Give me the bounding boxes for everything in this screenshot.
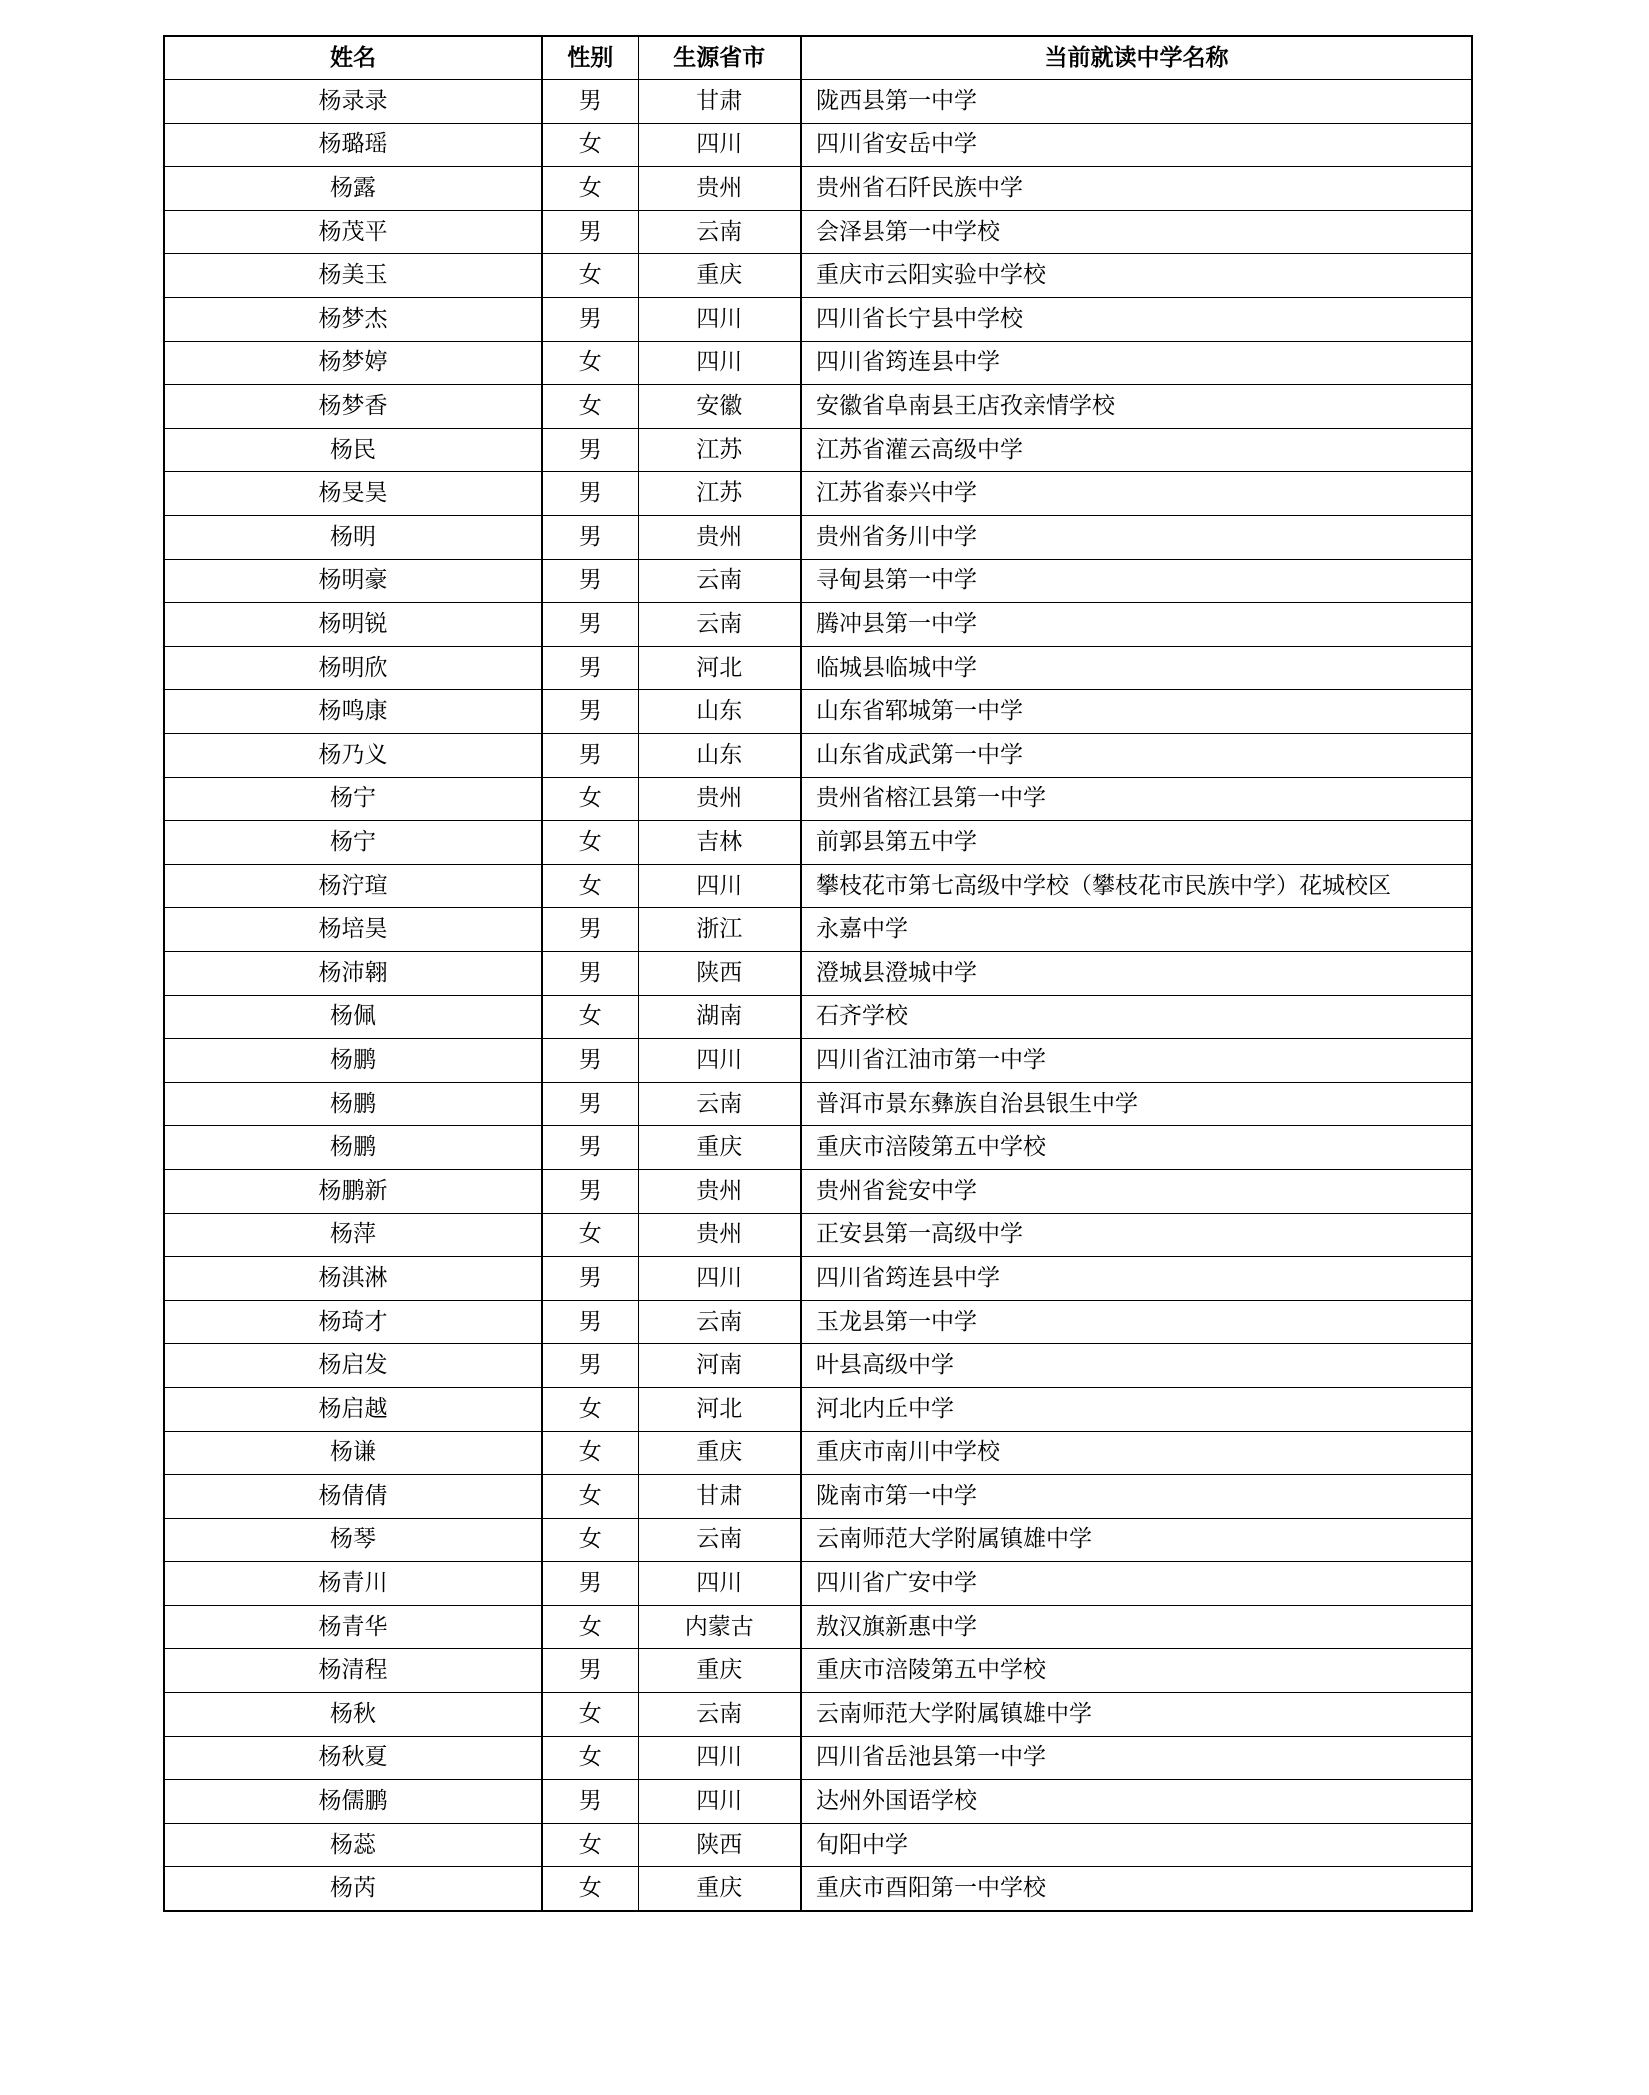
cell-name: 杨鹏: [164, 1082, 542, 1126]
cell-school: 山东省成武第一中学: [801, 734, 1472, 778]
cell-name: 杨启越: [164, 1387, 542, 1431]
cell-gender: 女: [542, 1605, 638, 1649]
cell-school: 四川省长宁县中学校: [801, 298, 1472, 342]
cell-school: 前郭县第五中学: [801, 821, 1472, 865]
table-row: [164, 1823, 1472, 1867]
cell-province: 云南: [638, 559, 801, 603]
table-row: [164, 908, 1472, 952]
table-row: [164, 1562, 1472, 1606]
table-row: [164, 210, 1472, 254]
cell-province: 四川: [638, 341, 801, 385]
cell-province: 河南: [638, 1344, 801, 1388]
table-row: [164, 864, 1472, 908]
cell-gender: 男: [542, 80, 638, 124]
cell-name: 杨旻昊: [164, 472, 542, 516]
cell-province: 湖南: [638, 995, 801, 1039]
table-row: [164, 298, 1472, 342]
cell-school: 玉龙县第一中学: [801, 1300, 1472, 1344]
cell-province: 四川: [638, 1736, 801, 1780]
cell-gender: 女: [542, 1823, 638, 1867]
cell-province: 云南: [638, 1300, 801, 1344]
cell-school: 腾冲县第一中学: [801, 603, 1472, 647]
cell-province: 重庆: [638, 1126, 801, 1170]
cell-name: 杨录录: [164, 80, 542, 124]
cell-gender: 男: [542, 210, 638, 254]
cell-province: 安徽: [638, 385, 801, 429]
cell-school: 寻甸县第一中学: [801, 559, 1472, 603]
cell-province: 云南: [638, 603, 801, 647]
cell-school: 重庆市南川中学校: [801, 1431, 1472, 1475]
cell-school: 达州外国语学校: [801, 1780, 1472, 1824]
cell-name: 杨佩: [164, 995, 542, 1039]
cell-school: 四川省岳池县第一中学: [801, 1736, 1472, 1780]
cell-province: 四川: [638, 1562, 801, 1606]
cell-name: 杨萍: [164, 1213, 542, 1257]
table-row: [164, 1082, 1472, 1126]
cell-name: 杨儒鹏: [164, 1780, 542, 1824]
cell-gender: 男: [542, 1082, 638, 1126]
cell-name: 杨倩倩: [164, 1475, 542, 1519]
table-row: [164, 646, 1472, 690]
cell-school: 重庆市涪陵第五中学校: [801, 1649, 1472, 1693]
cell-gender: 女: [542, 167, 638, 211]
cell-school: 会泽县第一中学校: [801, 210, 1472, 254]
cell-province: 四川: [638, 1780, 801, 1824]
cell-gender: 女: [542, 864, 638, 908]
table-body: [164, 80, 1472, 1911]
cell-name: 杨梦香: [164, 385, 542, 429]
cell-name: 杨乃义: [164, 734, 542, 778]
cell-school: 贵州省石阡民族中学: [801, 167, 1472, 211]
cell-gender: 女: [542, 123, 638, 167]
cell-school: 山东省郓城第一中学: [801, 690, 1472, 734]
cell-school: 安徽省阜南县王店孜亲情学校: [801, 385, 1472, 429]
cell-school: 旬阳中学: [801, 1823, 1472, 1867]
cell-gender: 女: [542, 995, 638, 1039]
cell-school: 重庆市云阳实验中学校: [801, 254, 1472, 298]
table-row: [164, 1431, 1472, 1475]
cell-province: 贵州: [638, 167, 801, 211]
cell-province: 陕西: [638, 951, 801, 995]
cell-province: 重庆: [638, 254, 801, 298]
table-row: [164, 341, 1472, 385]
header-gender: 性别: [542, 36, 638, 80]
cell-name: 杨秋: [164, 1693, 542, 1737]
table-row: [164, 951, 1472, 995]
cell-name: 杨淇淋: [164, 1257, 542, 1301]
cell-name: 杨鹏: [164, 1039, 542, 1083]
cell-gender: 女: [542, 1213, 638, 1257]
cell-name: 杨鹏: [164, 1126, 542, 1170]
cell-gender: 女: [542, 341, 638, 385]
cell-gender: 女: [542, 1518, 638, 1562]
cell-gender: 女: [542, 254, 638, 298]
cell-school: 陇南市第一中学: [801, 1475, 1472, 1519]
cell-gender: 女: [542, 1475, 638, 1519]
cell-province: 重庆: [638, 1867, 801, 1911]
cell-gender: 女: [542, 1387, 638, 1431]
table-row: [164, 603, 1472, 647]
cell-school: 四川省筠连县中学: [801, 341, 1472, 385]
cell-province: 吉林: [638, 821, 801, 865]
cell-province: 贵州: [638, 516, 801, 560]
table-row: [164, 472, 1472, 516]
cell-name: 杨茂平: [164, 210, 542, 254]
table-row: [164, 80, 1472, 124]
table-row: [164, 167, 1472, 211]
cell-name: 杨明豪: [164, 559, 542, 603]
cell-gender: 男: [542, 559, 638, 603]
cell-province: 江苏: [638, 472, 801, 516]
cell-name: 杨秋夏: [164, 1736, 542, 1780]
cell-school: 江苏省泰兴中学: [801, 472, 1472, 516]
cell-gender: 男: [542, 516, 638, 560]
header-name: 姓名: [164, 36, 542, 80]
cell-school: 江苏省灌云高级中学: [801, 428, 1472, 472]
cell-gender: 男: [542, 298, 638, 342]
cell-gender: 男: [542, 690, 638, 734]
cell-school: 永嘉中学: [801, 908, 1472, 952]
cell-gender: 男: [542, 951, 638, 995]
cell-gender: 男: [542, 1169, 638, 1213]
cell-province: 甘肃: [638, 80, 801, 124]
cell-name: 杨沛翱: [164, 951, 542, 995]
table-row: [164, 1867, 1472, 1911]
cell-name: 杨宁: [164, 777, 542, 821]
cell-name: 杨梦婷: [164, 341, 542, 385]
student-roster-table: [163, 35, 1473, 1912]
table-row: [164, 1780, 1472, 1824]
cell-province: 河北: [638, 646, 801, 690]
cell-gender: 女: [542, 1693, 638, 1737]
cell-school: 云南师范大学附属镇雄中学: [801, 1518, 1472, 1562]
cell-name: 杨鸣康: [164, 690, 542, 734]
cell-school: 四川省江油市第一中学: [801, 1039, 1472, 1083]
cell-school: 贵州省榕江县第一中学: [801, 777, 1472, 821]
cell-gender: 女: [542, 1736, 638, 1780]
cell-name: 杨启发: [164, 1344, 542, 1388]
cell-school: 贵州省瓮安中学: [801, 1169, 1472, 1213]
cell-name: 杨明锐: [164, 603, 542, 647]
cell-school: 河北内丘中学: [801, 1387, 1472, 1431]
cell-gender: 女: [542, 1431, 638, 1475]
cell-province: 甘肃: [638, 1475, 801, 1519]
table-row: [164, 821, 1472, 865]
table-row: [164, 1518, 1472, 1562]
cell-name: 杨宁: [164, 821, 542, 865]
cell-school: 四川省安岳中学: [801, 123, 1472, 167]
cell-school: 贵州省务川中学: [801, 516, 1472, 560]
table-row: [164, 385, 1472, 429]
cell-gender: 女: [542, 385, 638, 429]
table-row: [164, 1169, 1472, 1213]
cell-gender: 男: [542, 646, 638, 690]
cell-gender: 男: [542, 603, 638, 647]
cell-name: 杨泞瑄: [164, 864, 542, 908]
header-province: 生源省市: [638, 36, 801, 80]
cell-school: 四川省筠连县中学: [801, 1257, 1472, 1301]
cell-province: 重庆: [638, 1431, 801, 1475]
header-row: [164, 36, 1472, 80]
table-row: [164, 1649, 1472, 1693]
table-row: [164, 1126, 1472, 1170]
cell-province: 陕西: [638, 1823, 801, 1867]
cell-school: 石齐学校: [801, 995, 1472, 1039]
cell-province: 内蒙古: [638, 1605, 801, 1649]
cell-gender: 男: [542, 734, 638, 778]
cell-name: 杨培昊: [164, 908, 542, 952]
table-row: [164, 1693, 1472, 1737]
table-row: [164, 1475, 1472, 1519]
cell-province: 河北: [638, 1387, 801, 1431]
cell-school: 云南师范大学附属镇雄中学: [801, 1693, 1472, 1737]
table-row: [164, 1387, 1472, 1431]
cell-name: 杨民: [164, 428, 542, 472]
cell-name: 杨明: [164, 516, 542, 560]
cell-name: 杨琦才: [164, 1300, 542, 1344]
table-row: [164, 995, 1472, 1039]
cell-name: 杨梦杰: [164, 298, 542, 342]
table-row: [164, 1736, 1472, 1780]
cell-gender: 男: [542, 1780, 638, 1824]
cell-name: 杨鹏新: [164, 1169, 542, 1213]
cell-province: 四川: [638, 1257, 801, 1301]
table-row: [164, 690, 1472, 734]
table-row: [164, 1213, 1472, 1257]
cell-name: 杨青华: [164, 1605, 542, 1649]
cell-gender: 女: [542, 821, 638, 865]
table-row: [164, 123, 1472, 167]
cell-school: 临城县临城中学: [801, 646, 1472, 690]
cell-school: 普洱市景东彝族自治县银生中学: [801, 1082, 1472, 1126]
cell-name: 杨蕊: [164, 1823, 542, 1867]
cell-name: 杨清程: [164, 1649, 542, 1693]
cell-gender: 男: [542, 1126, 638, 1170]
cell-gender: 男: [542, 472, 638, 516]
cell-province: 山东: [638, 690, 801, 734]
table-header: [164, 36, 1472, 80]
cell-gender: 女: [542, 1867, 638, 1911]
cell-province: 四川: [638, 864, 801, 908]
cell-name: 杨琴: [164, 1518, 542, 1562]
table-row: [164, 1344, 1472, 1388]
table-row: [164, 254, 1472, 298]
cell-province: 云南: [638, 1693, 801, 1737]
cell-name: 杨露: [164, 167, 542, 211]
cell-province: 贵州: [638, 1169, 801, 1213]
cell-province: 山东: [638, 734, 801, 778]
cell-province: 云南: [638, 1518, 801, 1562]
table-row: [164, 1605, 1472, 1649]
cell-gender: 男: [542, 1562, 638, 1606]
table-row: [164, 734, 1472, 778]
cell-school: 敖汉旗新惠中学: [801, 1605, 1472, 1649]
cell-province: 江苏: [638, 428, 801, 472]
cell-school: 四川省广安中学: [801, 1562, 1472, 1606]
cell-school: 叶县高级中学: [801, 1344, 1472, 1388]
cell-province: 四川: [638, 1039, 801, 1083]
cell-province: 四川: [638, 123, 801, 167]
table-row: [164, 516, 1472, 560]
cell-gender: 男: [542, 908, 638, 952]
cell-gender: 男: [542, 428, 638, 472]
cell-name: 杨明欣: [164, 646, 542, 690]
cell-school: 攀枝花市第七高级中学校（攀枝花市民族中学）花城校区: [801, 864, 1472, 908]
cell-gender: 男: [542, 1300, 638, 1344]
cell-name: 杨芮: [164, 1867, 542, 1911]
cell-gender: 男: [542, 1257, 638, 1301]
cell-gender: 女: [542, 777, 638, 821]
cell-school: 陇西县第一中学: [801, 80, 1472, 124]
cell-name: 杨谦: [164, 1431, 542, 1475]
table-row: [164, 1039, 1472, 1083]
cell-province: 贵州: [638, 1213, 801, 1257]
cell-school: 澄城县澄城中学: [801, 951, 1472, 995]
cell-province: 贵州: [638, 777, 801, 821]
cell-name: 杨璐瑶: [164, 123, 542, 167]
cell-gender: 男: [542, 1649, 638, 1693]
table-row: [164, 559, 1472, 603]
cell-school: 重庆市涪陵第五中学校: [801, 1126, 1472, 1170]
cell-school: 正安县第一高级中学: [801, 1213, 1472, 1257]
table-row: [164, 1257, 1472, 1301]
header-school: 当前就读中学名称: [801, 36, 1472, 80]
cell-province: 重庆: [638, 1649, 801, 1693]
cell-province: 浙江: [638, 908, 801, 952]
cell-province: 四川: [638, 298, 801, 342]
table-row: [164, 777, 1472, 821]
cell-province: 云南: [638, 210, 801, 254]
cell-name: 杨美玉: [164, 254, 542, 298]
cell-province: 云南: [638, 1082, 801, 1126]
cell-name: 杨青川: [164, 1562, 542, 1606]
cell-school: 重庆市酉阳第一中学校: [801, 1867, 1472, 1911]
cell-gender: 男: [542, 1344, 638, 1388]
table-row: [164, 428, 1472, 472]
cell-gender: 男: [542, 1039, 638, 1083]
table-row: [164, 1300, 1472, 1344]
